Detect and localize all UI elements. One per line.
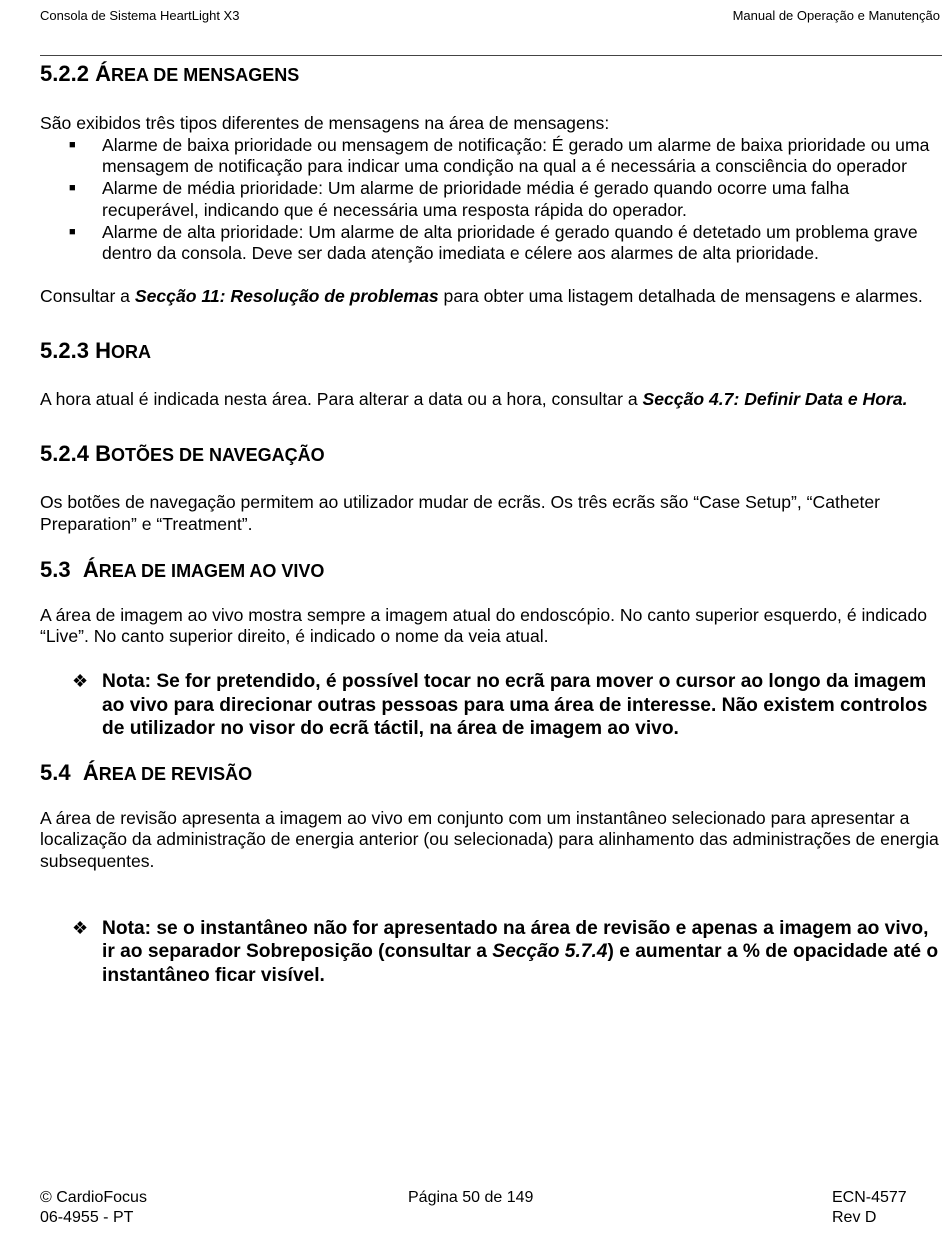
section-title-rest: OTÕES DE NAVEGAÇÃO [110, 445, 325, 466]
paragraph [40, 286, 940, 308]
heading-5-4 [40, 759, 940, 788]
header-manual-title: Manual de Operação e Manutenção [732, 8, 940, 23]
footer-ecn: ECN-4577 [832, 1189, 907, 1206]
section-title-initial: Á [95, 61, 111, 86]
page-content [40, 58, 940, 987]
text-run: ) e aumentar a % de opacidade até o instantâneo ficar visível. [102, 941, 939, 986]
section-number: 5.2.3 [40, 337, 89, 363]
heading-5-2-3 [40, 337, 940, 366]
footer-doc-number: 06-4955 - PT [40, 1209, 134, 1226]
section-number: 5.3 [40, 556, 71, 582]
section-title-rest: REA DE REVISÃO [98, 763, 253, 784]
list-item-text: Alarme de baixa prioridade ou mensagem de notificação: É gerado um alarme de baixa prioridade ou uma mensagem de notificação para indicar uma condição na qual a é necessária a consciência do operador [102, 134, 930, 177]
section-title-rest: ORA [110, 341, 151, 362]
footer-page-number: Página 50 de 149 [408, 1189, 534, 1206]
heading-5-2-4 [40, 440, 940, 469]
section-number: 5.4 [40, 759, 71, 785]
text-run: para obter uma listagem detalhada de mensagens e alarmes. [438, 285, 923, 306]
heading-5-2-2 [40, 60, 940, 89]
note-callout [40, 670, 940, 741]
footer-right [832, 1188, 907, 1228]
paragraph: A área de imagem ao vivo mostra sempre a imagem atual do endoscópio. No canto superior esquerdo, é indicado “Live”. No canto superior direito, é indicado o nome da veia atual. [40, 604, 928, 647]
paragraph: A área de revisão apresenta a imagem ao vivo em conjunto com um instantâneo selecionado para apresentar a localização da administração de energia anterior (ou selecionada) para alinhamento das administrações de energia subsequentes. [40, 807, 939, 872]
list-item [69, 134, 940, 178]
section-title-rest: REA DE MENSAGENS [110, 65, 300, 85]
square-bullet-icon: ■ [69, 182, 76, 195]
cross-reference: Secção 11: Resolução de problemas [134, 285, 439, 306]
footer-copyright: © CardioFocus [40, 1189, 147, 1206]
cross-reference: Secção 5.7.4 [492, 941, 608, 963]
text-run: Consultar a [40, 285, 135, 306]
list-item-text: Alarme de média prioridade: Um alarme de prioridade média é gerado quando ocorre uma falha recuperável, indicando que é necessária uma resposta rápida do operador. [102, 178, 850, 220]
text-run: Nota: se o instantâneo não for apresentado na área de revisão e apenas a imagem ao vivo, ir ao separador Sobreposição (consultar a [102, 917, 929, 963]
paragraph [40, 389, 940, 411]
list-item [69, 221, 940, 265]
square-bullet-icon: ■ [69, 225, 76, 238]
note-text [102, 918, 938, 986]
section-title-initial: Á [82, 556, 99, 582]
square-bullet-icon: ■ [69, 138, 76, 151]
footer-revision: Rev D [832, 1209, 877, 1226]
note-text: Nota: Se for pretendido, é possível tocar no ecrã para mover o cursor ao longo da imagem ao vivo para direcionar outras pessoas para uma área de interesse. Não existem controlos de utilizador no visor do ecrã táctil, na área de imagem ao vivo. [102, 671, 928, 740]
section-title-initial: B [95, 441, 111, 467]
footer-left [40, 1188, 147, 1228]
diamond-bullet-icon: ❖ [72, 671, 89, 692]
text-run: A hora atual é indicada nesta área. Para alterar a data ou a hora, consultar a [40, 388, 643, 409]
section-number: 5.2.4 [40, 441, 89, 467]
section-number: 5.2.2 [40, 61, 89, 86]
paragraph: São exibidos três tipos diferentes de mensagens na área de mensagens: [40, 113, 610, 133]
note-callout [40, 917, 940, 988]
diamond-bullet-icon: ❖ [72, 917, 89, 938]
heading-5-3 [40, 556, 940, 585]
message-types-list [40, 135, 940, 265]
section-title-rest: REA DE IMAGEM AO VIVO [98, 560, 325, 581]
section-title-initial: H [95, 337, 111, 363]
header-doc-title: Consola de Sistema HeartLight X3 [40, 8, 240, 23]
list-item [69, 178, 940, 221]
cross-reference: Secção 4.7: Definir Data e Hora. [642, 388, 908, 409]
paragraph: Os botões de navegação permitem ao utilizador mudar de ecrãs. Os três ecrãs são “Case Setup”, “Catheter Preparation” e “Treatment”. [40, 492, 881, 535]
header-divider [40, 55, 942, 56]
list-item-text: Alarme de alta prioridade: Um alarme de alta prioridade é gerado quando é detetado um problema grave dentro da consola. Deve ser dada atenção imediata e célere aos alarmes de alta prioridade. [102, 221, 918, 264]
section-title-initial: Á [82, 759, 99, 785]
